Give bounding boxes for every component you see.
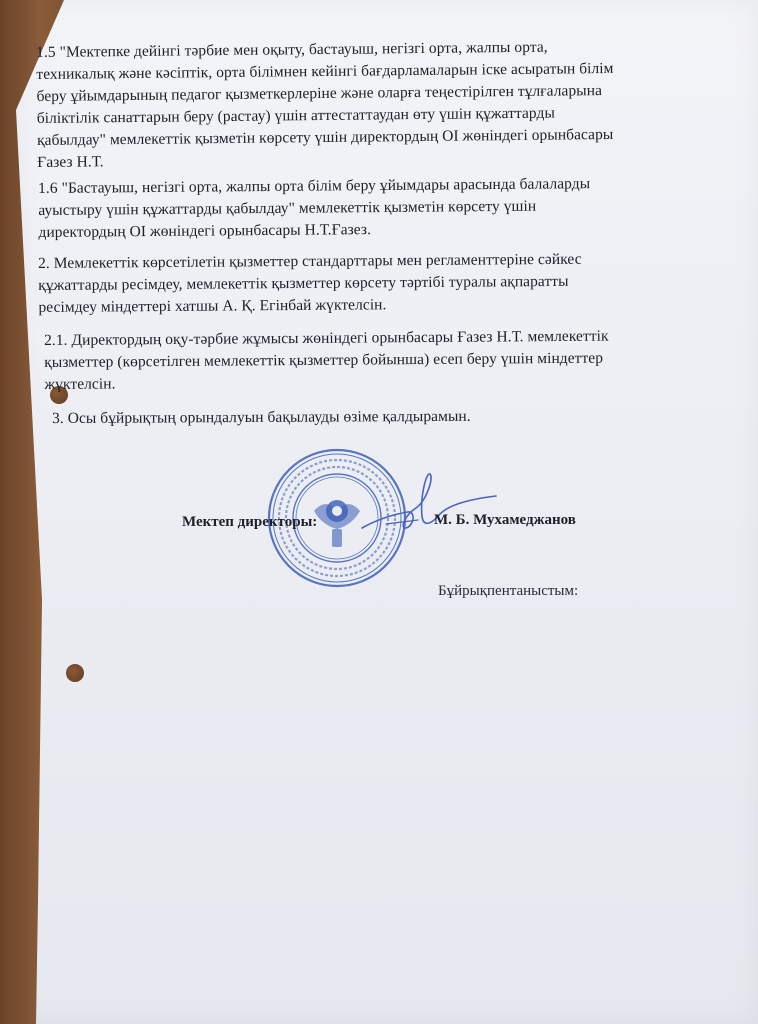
signatory-name: М. Б. Мухамеджанов: [434, 512, 576, 528]
paragraph-line: 3. Осы бұйрықтың орындалуын бақылауды өзіме қалдырамын.: [52, 407, 471, 427]
signatory-title: Мектеп директоры:: [182, 514, 318, 530]
paragraph-1-5: [36, 36, 615, 174]
paragraph-line: қабылдау" мемлекеттік қызметін көрсету үшін директордың ОІ жөніндегі орынбасары: [36, 125, 614, 149]
paragraph-line: 1.6 "Бастауыш, негізгі орта, жалпы орта білім беру ұйымдары арасында балаларды: [38, 175, 591, 197]
paragraph-line: ауыстыру үшін құжаттарды қабылдау" мемлекеттік қызметін көрсету үшін: [38, 197, 537, 219]
paragraph-line: 2.1. Директордың оқу-тәрбие жұмысы жөніндегі орынбасары Ғазез Н.Т. мемлекеттік: [44, 327, 609, 349]
paragraph-line: Ғазез Н.Т.: [37, 153, 104, 171]
paragraph-line: беру ұйымдарының педагог қызметкерлеріне және оларға теңестірілген тұлғаларына: [36, 82, 603, 105]
paragraph-line: біліктілік санаттарын беру (растау) үшін аттестаттаудан өту үшін құжаттарды: [36, 104, 555, 127]
paragraph-line: техникалық және кәсіптік, орта білімнен кейінгі бағдарламаларын іске асыратын білім: [36, 59, 614, 83]
paragraph-3: [52, 406, 471, 430]
paragraph-line: қызметтер (көрсетілген мемлекеттік қызметтер бойынша) есеп беру үшін міндеттер: [44, 349, 604, 371]
paragraph-line: жүктелсін.: [44, 375, 116, 393]
paragraph-line: 1.5 "Мектепке дейінгі тәрбие мен оқыту, бастауыш, негізгі орта, жалпы орта,: [36, 38, 548, 61]
handwritten-signature: [356, 468, 506, 544]
paragraph-2-1: [44, 326, 609, 396]
paragraph-2: [38, 249, 582, 319]
punch-hole-bottom: [66, 664, 84, 682]
paragraph-line: құжаттарды ресімдеу, мемлекеттік қызметтер көрсету тәртібі туралы ақпаратты: [38, 272, 569, 294]
acknowledgement-label: Бұйрықпентаныстым:: [438, 583, 579, 599]
paragraph-line: ресімдеу міндеттері хатшы А. Қ. Егінбай жүктелсін.: [38, 296, 387, 316]
paragraph-line: директордың ОІ жөніндегі орынбасары Н.Т.Ғазез.: [38, 221, 372, 241]
paragraph-line: 2. Мемлекеттік көрсетілетін қызметтер стандарттары мен регламенттеріне сәйкес: [38, 250, 582, 272]
paragraph-1-6: [38, 173, 591, 244]
